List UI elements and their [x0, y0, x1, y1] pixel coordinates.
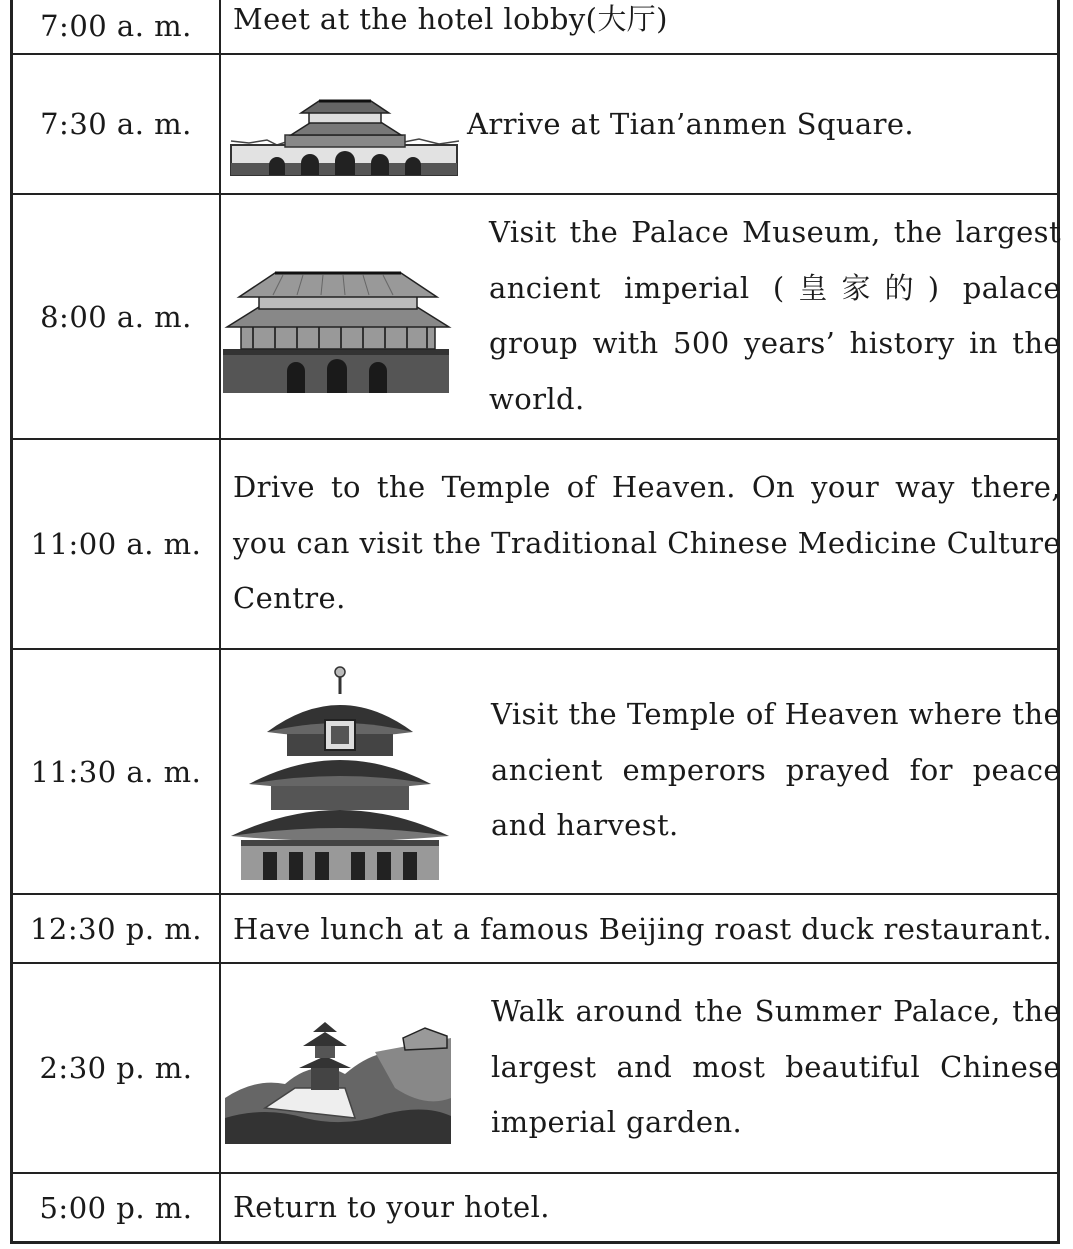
- activity-cell: [221, 650, 1061, 893]
- activity-text: Visit the Temple of Heaven where the ancient emperors prayed for peace and harvest.: [491, 697, 1061, 842]
- time-cell: 2:30 p. m.: [13, 964, 221, 1172]
- time-cell: 11:00 a. m.: [13, 440, 221, 648]
- palace-museum-picture: [223, 251, 453, 393]
- table-row: [13, 0, 1057, 55]
- activity-cell: [221, 1174, 1057, 1241]
- time-cell: 11:30 a. m.: [13, 650, 221, 893]
- activity-text: Visit the Palace Museum, the largest ancient imperial (皇家的) palace group with 500 years’ history in the world.: [489, 215, 1061, 416]
- time-cell: 8:00 a. m.: [13, 195, 221, 438]
- summer-palace-picture: [225, 1018, 453, 1144]
- time-cell: 5:00 p. m.: [13, 1174, 221, 1241]
- activity-cell: [221, 0, 1057, 53]
- temple-of-heaven-picture: [227, 664, 453, 880]
- table-row: [13, 1174, 1057, 1241]
- time-cell: 7:30 a. m.: [13, 55, 221, 193]
- table-row: [13, 650, 1061, 895]
- table-row: [13, 440, 1061, 650]
- tiananmen-gate-picture: [229, 97, 461, 177]
- activity-cell: [221, 440, 1061, 648]
- activity-text: Return to your hotel.: [233, 1190, 550, 1224]
- activity-text: Arrive at Tian’anmen Square.: [467, 107, 915, 141]
- activity-cell: [221, 895, 1057, 962]
- table-row: [13, 55, 1057, 195]
- activity-cell: [221, 964, 1061, 1172]
- table-row: [13, 895, 1057, 964]
- activity-text: Meet at the hotel lobby(大厅): [233, 2, 668, 36]
- activity-text: Walk around the Summer Palace, the largest and most beautiful Chinese imperial garden.: [491, 994, 1061, 1139]
- table-row: [13, 195, 1061, 440]
- itinerary-table: [10, 0, 1060, 1244]
- activity-cell: [221, 195, 1061, 438]
- activity-text: Drive to the Temple of Heaven. On your way there, you can visit the Traditional Chinese Medicine Culture Centre.: [233, 470, 1061, 615]
- time-cell: 7:00 a. m.: [13, 0, 221, 53]
- activity-cell: [221, 55, 1057, 193]
- time-cell: 12:30 p. m.: [13, 895, 221, 962]
- table-row: [13, 964, 1061, 1174]
- activity-text: Have lunch at a famous Beijing roast duck restaurant.: [233, 912, 1053, 946]
